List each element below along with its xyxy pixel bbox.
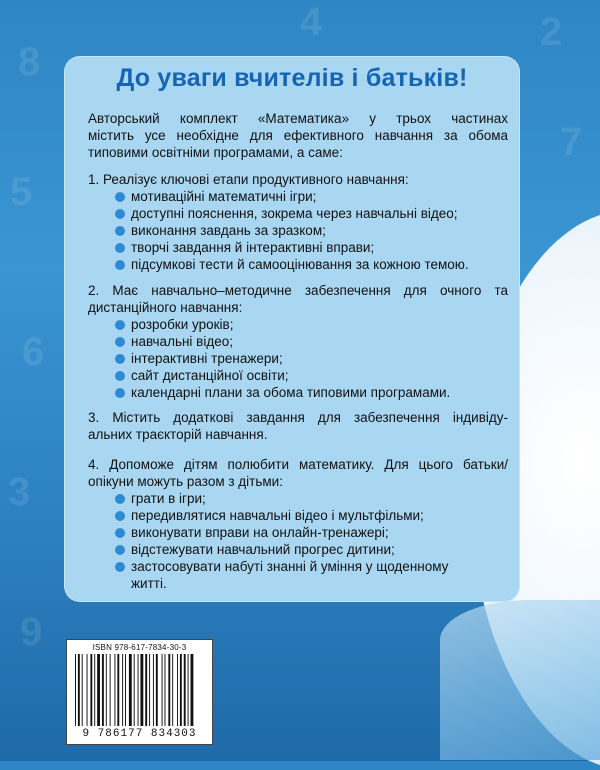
barcode-bar	[114, 654, 115, 726]
section-1-bullets	[115, 188, 469, 273]
barcode-bar	[145, 654, 147, 726]
list-item-text: житті.	[131, 576, 167, 591]
bullet-icon	[115, 320, 125, 330]
list-item-text: виконувати вправи на онлайн-тренажері;	[131, 525, 389, 540]
list-item	[115, 490, 448, 507]
bullet-icon	[115, 511, 125, 521]
list-item-text: підсумкові тести й самооцінювання за кожною темою.	[131, 257, 469, 272]
section-4-bullets	[115, 490, 448, 592]
list-item-text: розробки уроків;	[131, 317, 234, 332]
bullet-icon	[115, 354, 125, 364]
bg-digit: 4	[300, 0, 323, 44]
section-2-heading	[88, 282, 508, 316]
list-item	[115, 188, 469, 205]
bg-digit: 6	[22, 330, 45, 374]
barcode-bar	[140, 654, 143, 726]
list-item	[115, 205, 469, 222]
bg-digit: 5	[10, 170, 33, 214]
barcode-bar	[129, 654, 132, 726]
bullet-icon	[115, 226, 125, 236]
barcode-bar	[162, 654, 163, 726]
bg-digit: 7	[560, 120, 583, 164]
bullet-icon	[115, 209, 125, 219]
bullet-icon	[115, 494, 125, 504]
list-item	[115, 316, 450, 333]
barcode-bar	[122, 654, 123, 726]
section-line: дистанційного навчання:	[88, 300, 243, 315]
list-item-text: виконання завдань за зразком;	[131, 223, 326, 238]
bg-digit: 8	[18, 40, 41, 84]
barcode-bar	[188, 654, 189, 726]
barcode-bar	[106, 654, 107, 726]
barcode-bar	[180, 654, 182, 726]
list-item	[115, 239, 469, 256]
bg-digit: 2	[540, 10, 563, 54]
bullet-icon	[115, 243, 125, 253]
list-item-text: грати в ігри;	[131, 491, 206, 506]
section-line: 1. Реалізує ключові етапи продуктивного навчання:	[88, 172, 409, 187]
list-item	[115, 507, 448, 524]
barcode-bar	[75, 654, 76, 726]
barcode-bar	[125, 654, 126, 726]
barcode-bar	[94, 654, 95, 726]
list-item	[115, 333, 450, 350]
list-item-text: доступні пояснення, зокрема через навчальні відео;	[131, 206, 458, 221]
section-line: 4. Допоможе дітям полюбити математику. Для цього батьки/	[88, 457, 508, 472]
ean-digits: 9 786177 834303	[82, 728, 197, 740]
section-line: альних траєкторій навчання.	[88, 427, 268, 442]
isbn-label: ISBN 978-617-7834-30-3	[92, 643, 187, 652]
barcode-bar	[97, 654, 100, 726]
barcode-bar	[168, 654, 170, 726]
list-item	[115, 256, 469, 273]
list-item-text: відстежувати навчальний прогрес дитини;	[131, 542, 395, 557]
bullet-icon	[115, 192, 125, 202]
barcode-bar	[138, 654, 139, 726]
section-2-bullets	[115, 316, 450, 401]
bullet-icon	[115, 260, 125, 270]
list-item-text: передивлятися навчальні відео і мультфільми;	[131, 508, 424, 523]
section-1-heading	[88, 171, 508, 188]
list-item	[115, 222, 469, 239]
list-item	[115, 558, 448, 575]
barcode-bar	[110, 654, 111, 726]
bullet-icon	[115, 562, 125, 572]
barcode-bar	[165, 654, 166, 726]
section-line: опікуни можуть разом з дітьми:	[88, 474, 283, 489]
barcode-bars	[67, 652, 212, 728]
barcode-bar	[117, 654, 119, 726]
list-item-text: календарні плани за обома типовими програмами.	[131, 385, 451, 400]
barcode-bar	[78, 654, 80, 726]
barcode-bar	[102, 654, 104, 726]
list-item	[115, 384, 450, 401]
bullet-icon	[115, 545, 125, 555]
bg-digit: 3	[8, 470, 31, 514]
barcode-bar	[82, 654, 83, 726]
list-item	[115, 367, 450, 384]
section-4-heading	[88, 456, 508, 490]
list-item	[115, 524, 448, 541]
section-3-paragraph	[88, 409, 508, 443]
barcode-bar	[177, 654, 178, 726]
barcode-bar	[156, 654, 158, 726]
barcode-bar	[134, 654, 135, 726]
list-item-text: навчальні відео;	[131, 334, 234, 349]
bullet-icon	[115, 337, 125, 347]
section-line: 3. Містить додаткові завдання для забезпечення індивіду-	[88, 410, 508, 425]
intro-paragraph	[88, 110, 508, 161]
list-item-text: сайт дистанційної освіти;	[131, 368, 289, 383]
barcode-bar	[191, 654, 194, 726]
barcode-bar	[153, 654, 154, 726]
barcode	[66, 639, 213, 745]
intro-line: Авторський комплект «Математика» у трьох частинах	[88, 111, 508, 126]
decorative-page-curl	[440, 600, 600, 760]
list-item	[115, 350, 450, 367]
list-item-text: застосовувати набуті знанні й уміння у щоденному	[131, 559, 449, 574]
barcode-bar	[172, 654, 173, 726]
list-item-text: інтерактивні тренажери;	[131, 351, 283, 366]
bullet-icon	[115, 388, 125, 398]
bullet-icon	[115, 371, 125, 381]
card-title: До уваги вчителів і батьків!	[116, 64, 468, 92]
list-item-continuation	[115, 575, 448, 592]
section-line: 2. Має навчально–методичне забезпечення для очного та	[88, 283, 508, 298]
barcode-bar	[149, 654, 150, 726]
barcode-bar	[87, 654, 88, 726]
intro-line: містить усе необхідне для ефективного навчання за обома	[88, 128, 508, 143]
bg-digit: 9	[20, 610, 43, 654]
intro-line: типовими освітніми програмами, а саме:	[88, 145, 343, 160]
list-item	[115, 541, 448, 558]
barcode-bar	[184, 654, 186, 726]
list-item-text: творчі завдання й інтерактивні вправи;	[131, 240, 375, 255]
bullet-icon	[115, 528, 125, 538]
list-item-text: мотиваційні математичні ігри;	[131, 189, 317, 204]
barcode-bar	[90, 654, 92, 726]
